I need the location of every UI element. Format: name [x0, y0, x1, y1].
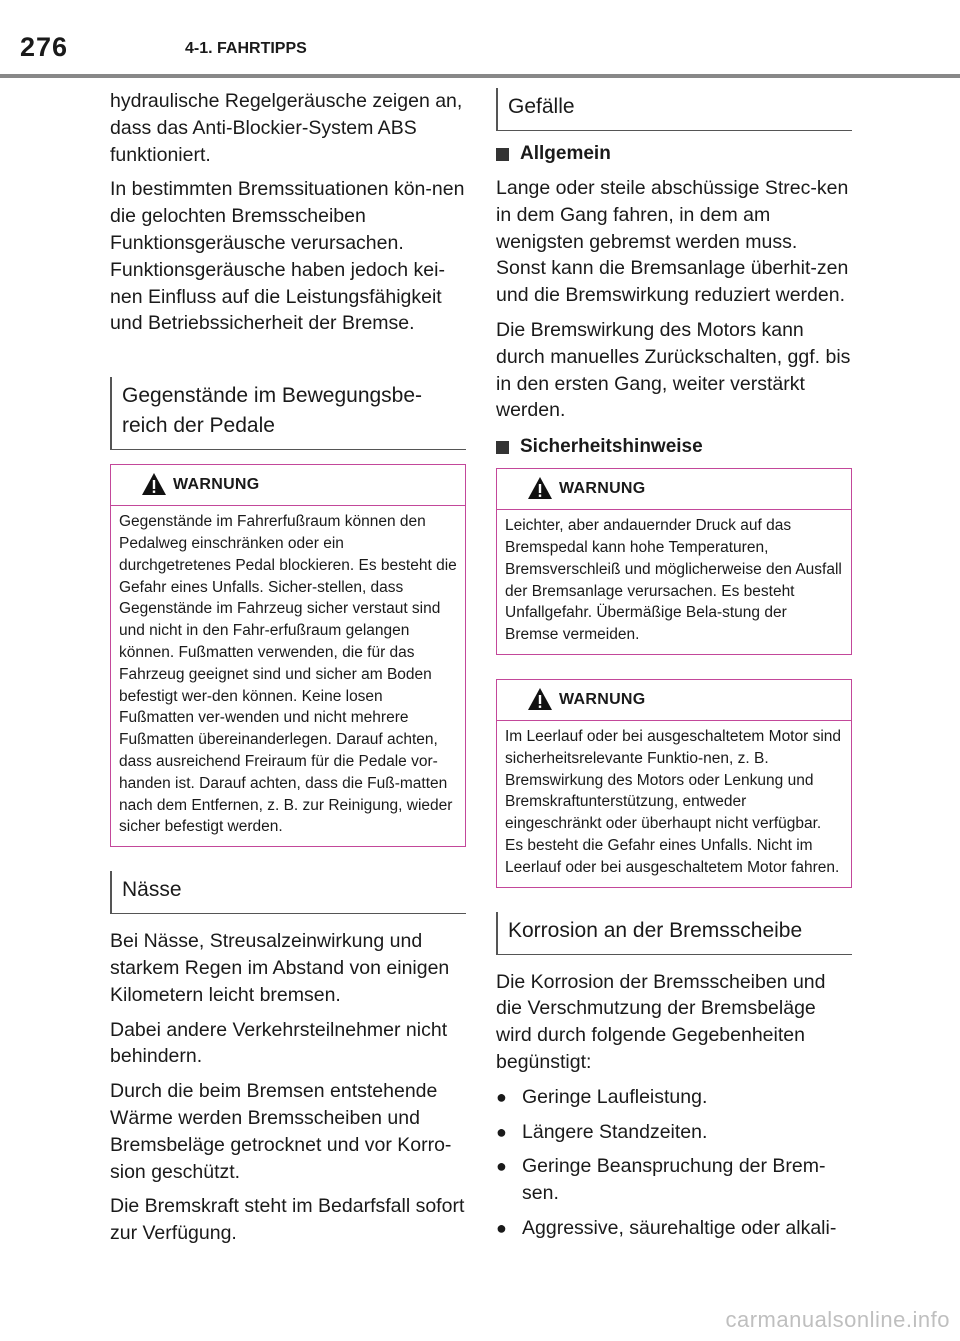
- header-rule: [0, 74, 960, 78]
- intro-paragraph: hydraulische Regelgeräusche zeigen an, dass das Anti-Blockier-System ABS funktioniert.: [110, 90, 463, 166]
- list-item: [496, 1153, 852, 1207]
- list-item-text: Geringe Beanspruchung der Brem-sen.: [522, 1155, 826, 1205]
- general-paragraph: Lange oder steile abschüssige Strec-ken in dem Gang fahren, in dem am wenigsten gebremst werden muss. Sonst kann die Bremsanlage überhit-zen und die Bremswirkung reduziert werden.: [496, 177, 849, 307]
- subheading-general-label: Allgemein: [520, 143, 611, 164]
- list-item: [496, 1084, 852, 1111]
- warning-box-pedals: [110, 464, 466, 847]
- warning-text: Leichter, aber andauernder Druck auf das Bremspedal kann hohe Temperaturen, Bremsverschleiß und möglicherweise den Ausfall der Bremsanlage verursachen. Es besteht Unfallgefahr. Übermäßige Bela-stung der Bremse vermeiden.: [505, 517, 842, 644]
- warning-triangle-icon: [527, 687, 553, 716]
- square-bullet-icon: [496, 441, 509, 454]
- list-item-text: Geringe Laufleistung.: [522, 1085, 708, 1108]
- warning-title: WARNUNG: [173, 476, 260, 494]
- right-column: [496, 88, 852, 1250]
- left-column: [110, 88, 466, 1255]
- general-paragraph: Die Bremswirkung des Motors kann durch manuelles Zurückschalten, ggf. bis in den ersten Gang, weiter verstärkt werden.: [496, 318, 851, 422]
- warning-box-pressure: [496, 468, 852, 655]
- wet-paragraph: Dabei andere Verkehrsteilnehmer nicht behindern.: [110, 1018, 448, 1068]
- warning-header: [497, 680, 851, 721]
- bullet-dot-icon: ●: [496, 1121, 507, 1142]
- wet-paragraph: Die Bremskraft steht im Bedarfsfall sofort zur Verfügung.: [110, 1195, 465, 1245]
- section-heading-wet: Nässe: [110, 871, 466, 914]
- subheading-general: [496, 143, 852, 165]
- list-item-text: Aggressive, säurehaltige oder alkali-: [522, 1216, 837, 1239]
- wet-paragraph: Durch die beim Bremsen entstehende Wärme werden Bremsscheiben und Bremsbeläge getrocknet und vor Korro-sion geschützt.: [110, 1080, 452, 1183]
- bullet-dot-icon: ●: [496, 1086, 507, 1107]
- section-heading-slope: Gefälle: [496, 88, 852, 131]
- intro-paragraph: In bestimmten Bremssituationen kön-nen die gelochten Bremsscheiben Funktionsgeräusche verursachen. Funktionsgeräusche haben jedoch kei-nen Einfluss auf die Leistungsfähigkeit und Betriebssicherheit der Bremse.: [110, 178, 465, 335]
- square-bullet-icon: [496, 148, 509, 161]
- list-item: [496, 1119, 852, 1146]
- warning-box-idle: [496, 679, 852, 888]
- warning-triangle-icon: [141, 472, 167, 501]
- wet-paragraph: Bei Nässe, Streusalzeinwirkung und starkem Regen im Abstand von einigen Kilometern leicht bremsen.: [110, 930, 450, 1006]
- list-item: [496, 1215, 852, 1242]
- warning-header: [497, 469, 851, 510]
- warning-header: [111, 465, 465, 506]
- subheading-safety: [496, 436, 852, 458]
- section-heading-corrosion: Korrosion an der Bremsscheibe: [496, 912, 852, 955]
- page-number: 276: [20, 32, 69, 62]
- warning-text: Im Leerlauf oder bei ausgeschaltetem Motor sind sicherheitsrelevante Funktio-nen, z. B. Bremswirkung des Motors oder Lenkung und Bremskraftunterstützung, entweder eingeschränkt oder überhaupt nicht verfügbar. Es besteht die Gefahr eines Unfalls. Nicht im Leerlauf oder bei ausgeschaltetem Motor fahren.: [505, 727, 842, 876]
- list-item-text: Längere Standzeiten.: [522, 1120, 708, 1143]
- section-label: 4-1. FAHRTIPPS: [185, 40, 307, 57]
- warning-triangle-icon: [527, 476, 553, 505]
- warning-text: Gegenstände im Fahrerfußraum können den Pedalweg einschränken oder ein durchgetretenes Pedal blockieren. Es besteht die Gefahr eines Unfalls. Sicher-stellen, dass Gegenstände im Fahrzeug sicher verstaut sind und nicht in den Fahr-erfußraum gelangen können. Fußmatten verwenden, die für das Fahrzeug geeignet sind und sicher am Boden befestigt wer-den können. Keine losen Fußmatten ver-wenden und nicht mehrere Fußmatten übereinanderlegen. Darauf achten, dass ausreichend Freiraum für die Pedale vor-handen ist. Darauf achten, dass die Fuß-matten nach dem Entfernen, z. B. zur Reinigung, wieder sicher befestigt werden.: [119, 513, 457, 836]
- bullet-dot-icon: ●: [496, 1217, 507, 1238]
- subheading-safety-label: Sicherheitshinweise: [520, 436, 703, 458]
- warning-title: WARNUNG: [559, 690, 646, 708]
- bullet-dot-icon: ●: [496, 1156, 507, 1177]
- section-heading-pedals: Gegenstände im Bewegungsbe-reich der Pedale: [110, 377, 466, 450]
- watermark: carmanualsonline.info: [725, 1307, 950, 1332]
- corrosion-paragraph: Die Korrosion der Bremsscheiben und die Verschmutzung der Bremsbeläge wird durch folgende Gegebenheiten begünstigt:: [496, 970, 826, 1073]
- warning-title: WARNUNG: [559, 480, 646, 498]
